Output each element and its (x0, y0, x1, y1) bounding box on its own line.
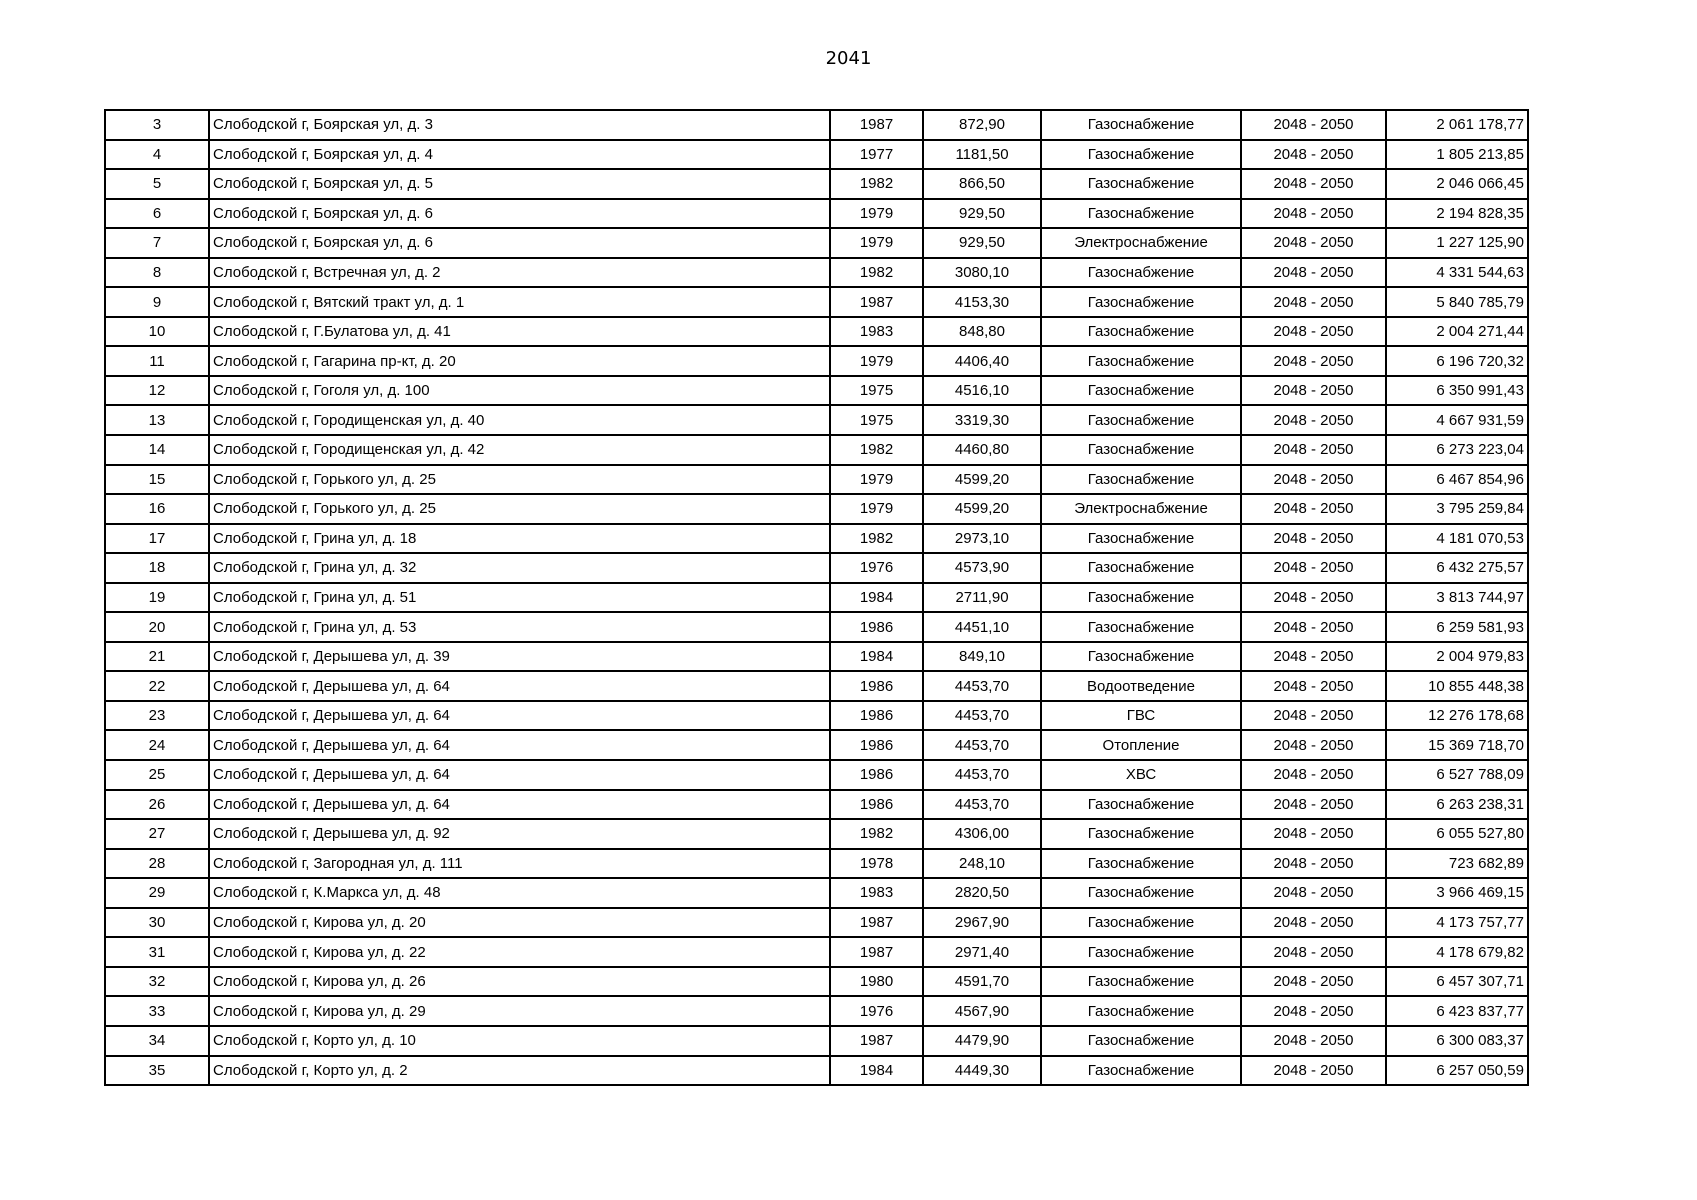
service-type-cell: Газоснабжение (1041, 819, 1241, 849)
service-type-cell: Газоснабжение (1041, 346, 1241, 376)
service-type-cell: Газоснабжение (1041, 642, 1241, 672)
cost-cell: 6 055 527,80 (1386, 819, 1528, 849)
address-cell: Слободской г, Боярская ул, д. 5 (209, 169, 830, 199)
cost-cell: 6 263 238,31 (1386, 790, 1528, 820)
service-type-cell: Газоснабжение (1041, 1056, 1241, 1086)
row-number: 16 (105, 494, 209, 524)
period-cell: 2048 - 2050 (1241, 878, 1386, 908)
address-cell: Слободской г, Городищенская ул, д. 40 (209, 405, 830, 435)
row-number: 21 (105, 642, 209, 672)
table-row (105, 287, 1528, 317)
period-cell: 2048 - 2050 (1241, 169, 1386, 199)
service-type-cell: Газоснабжение (1041, 287, 1241, 317)
year-cell: 1987 (830, 937, 923, 967)
address-cell: Слободской г, Встречная ул, д. 2 (209, 258, 830, 288)
service-type-cell: Газоснабжение (1041, 1026, 1241, 1056)
cost-cell: 2 004 271,44 (1386, 317, 1528, 347)
address-cell: Слободской г, Загородная ул, д. 111 (209, 849, 830, 879)
service-type-cell: Газоснабжение (1041, 583, 1241, 613)
cost-cell: 4 181 070,53 (1386, 524, 1528, 554)
address-cell: Слободской г, Горького ул, д. 25 (209, 494, 830, 524)
table-row (105, 730, 1528, 760)
year-cell: 1982 (830, 435, 923, 465)
address-cell: Слободской г, Горького ул, д. 25 (209, 465, 830, 495)
service-type-cell: Газоснабжение (1041, 553, 1241, 583)
service-type-cell: Газоснабжение (1041, 376, 1241, 406)
cost-cell: 6 273 223,04 (1386, 435, 1528, 465)
period-cell: 2048 - 2050 (1241, 937, 1386, 967)
page-number: 2041 (825, 48, 872, 69)
period-cell: 2048 - 2050 (1241, 140, 1386, 170)
cost-cell: 6 527 788,09 (1386, 760, 1528, 790)
table-row (105, 1056, 1528, 1086)
table-body (105, 110, 1528, 1085)
table-row (105, 228, 1528, 258)
row-number: 11 (105, 346, 209, 376)
year-cell: 1987 (830, 110, 923, 140)
area-cell: 3080,10 (923, 258, 1041, 288)
row-number: 25 (105, 760, 209, 790)
address-cell: Слободской г, Вятский тракт ул, д. 1 (209, 287, 830, 317)
cost-cell: 3 795 259,84 (1386, 494, 1528, 524)
row-number: 15 (105, 465, 209, 495)
service-type-cell: Газоснабжение (1041, 967, 1241, 997)
cost-cell: 6 196 720,32 (1386, 346, 1528, 376)
year-cell: 1976 (830, 996, 923, 1026)
table-row (105, 642, 1528, 672)
service-type-cell: Газоснабжение (1041, 612, 1241, 642)
period-cell: 2048 - 2050 (1241, 110, 1386, 140)
year-cell: 1977 (830, 140, 923, 170)
table-row (105, 908, 1528, 938)
table-row (105, 553, 1528, 583)
area-cell: 248,10 (923, 849, 1041, 879)
row-number: 9 (105, 287, 209, 317)
service-type-cell: Газоснабжение (1041, 258, 1241, 288)
service-type-cell: Газоснабжение (1041, 849, 1241, 879)
service-type-cell: Газоснабжение (1041, 435, 1241, 465)
table-row (105, 110, 1528, 140)
year-cell: 1984 (830, 583, 923, 613)
service-type-cell: Электроснабжение (1041, 228, 1241, 258)
row-number: 22 (105, 671, 209, 701)
area-cell: 4591,70 (923, 967, 1041, 997)
table-row (105, 1026, 1528, 1056)
area-cell: 3319,30 (923, 405, 1041, 435)
period-cell: 2048 - 2050 (1241, 376, 1386, 406)
period-cell: 2048 - 2050 (1241, 1056, 1386, 1086)
area-cell: 4516,10 (923, 376, 1041, 406)
area-cell: 4406,40 (923, 346, 1041, 376)
row-number: 26 (105, 790, 209, 820)
row-number: 28 (105, 849, 209, 879)
table-row (105, 819, 1528, 849)
address-cell: Слободской г, Боярская ул, д. 4 (209, 140, 830, 170)
cost-cell: 6 467 854,96 (1386, 465, 1528, 495)
row-number: 17 (105, 524, 209, 554)
row-number: 31 (105, 937, 209, 967)
cost-cell: 10 855 448,38 (1386, 671, 1528, 701)
period-cell: 2048 - 2050 (1241, 199, 1386, 229)
area-cell: 4479,90 (923, 1026, 1041, 1056)
area-cell: 866,50 (923, 169, 1041, 199)
row-number: 13 (105, 405, 209, 435)
period-cell: 2048 - 2050 (1241, 642, 1386, 672)
area-cell: 1181,50 (923, 140, 1041, 170)
service-type-cell: Газоснабжение (1041, 140, 1241, 170)
year-cell: 1987 (830, 287, 923, 317)
address-cell: Слободской г, Городищенская ул, д. 42 (209, 435, 830, 465)
table-row (105, 612, 1528, 642)
table-row (105, 937, 1528, 967)
service-type-cell: Газоснабжение (1041, 937, 1241, 967)
address-cell: Слободской г, Дерышева ул, д. 39 (209, 642, 830, 672)
period-cell: 2048 - 2050 (1241, 494, 1386, 524)
table-row (105, 996, 1528, 1026)
year-cell: 1976 (830, 553, 923, 583)
table-row (105, 671, 1528, 701)
cost-cell: 6 350 991,43 (1386, 376, 1528, 406)
area-cell: 4599,20 (923, 465, 1041, 495)
table-row (105, 435, 1528, 465)
year-cell: 1984 (830, 1056, 923, 1086)
cost-cell: 6 300 083,37 (1386, 1026, 1528, 1056)
service-type-cell: Газоснабжение (1041, 199, 1241, 229)
period-cell: 2048 - 2050 (1241, 553, 1386, 583)
service-type-cell: Отопление (1041, 730, 1241, 760)
row-number: 24 (105, 730, 209, 760)
address-cell: Слободской г, Гоголя ул, д. 100 (209, 376, 830, 406)
address-cell: Слободской г, Корто ул, д. 10 (209, 1026, 830, 1056)
row-number: 32 (105, 967, 209, 997)
service-type-cell: Газоснабжение (1041, 405, 1241, 435)
cost-cell: 6 423 837,77 (1386, 996, 1528, 1026)
table-row (105, 849, 1528, 879)
service-type-cell: ХВС (1041, 760, 1241, 790)
area-cell: 4306,00 (923, 819, 1041, 849)
cost-cell: 4 331 544,63 (1386, 258, 1528, 288)
year-cell: 1975 (830, 405, 923, 435)
cost-cell: 6 257 050,59 (1386, 1056, 1528, 1086)
area-cell: 2973,10 (923, 524, 1041, 554)
period-cell: 2048 - 2050 (1241, 287, 1386, 317)
year-cell: 1980 (830, 967, 923, 997)
area-cell: 929,50 (923, 199, 1041, 229)
table-row (105, 169, 1528, 199)
table-row (105, 967, 1528, 997)
address-cell: Слободской г, Дерышева ул, д. 64 (209, 671, 830, 701)
period-cell: 2048 - 2050 (1241, 701, 1386, 731)
year-cell: 1982 (830, 258, 923, 288)
year-cell: 1979 (830, 199, 923, 229)
area-cell: 929,50 (923, 228, 1041, 258)
area-cell: 4453,70 (923, 730, 1041, 760)
period-cell: 2048 - 2050 (1241, 346, 1386, 376)
area-cell: 872,90 (923, 110, 1041, 140)
area-cell: 4153,30 (923, 287, 1041, 317)
area-cell: 4453,70 (923, 760, 1041, 790)
row-number: 33 (105, 996, 209, 1026)
service-type-cell: Электроснабжение (1041, 494, 1241, 524)
cost-cell: 4 667 931,59 (1386, 405, 1528, 435)
year-cell: 1979 (830, 465, 923, 495)
row-number: 23 (105, 701, 209, 731)
row-number: 12 (105, 376, 209, 406)
area-cell: 2711,90 (923, 583, 1041, 613)
period-cell: 2048 - 2050 (1241, 317, 1386, 347)
address-cell: Слободской г, Корто ул, д. 2 (209, 1056, 830, 1086)
table-row (105, 878, 1528, 908)
service-type-cell: Газоснабжение (1041, 524, 1241, 554)
area-cell: 4451,10 (923, 612, 1041, 642)
row-number: 14 (105, 435, 209, 465)
table-row (105, 790, 1528, 820)
period-cell: 2048 - 2050 (1241, 258, 1386, 288)
cost-cell: 6 457 307,71 (1386, 967, 1528, 997)
table-row (105, 405, 1528, 435)
service-type-cell: Водоотведение (1041, 671, 1241, 701)
period-cell: 2048 - 2050 (1241, 760, 1386, 790)
service-type-cell: Газоснабжение (1041, 110, 1241, 140)
cost-cell: 4 178 679,82 (1386, 937, 1528, 967)
year-cell: 1979 (830, 346, 923, 376)
year-cell: 1986 (830, 612, 923, 642)
area-cell: 4453,70 (923, 671, 1041, 701)
area-cell: 4599,20 (923, 494, 1041, 524)
cost-cell: 6 432 275,57 (1386, 553, 1528, 583)
address-cell: Слободской г, Кирова ул, д. 22 (209, 937, 830, 967)
area-cell: 848,80 (923, 317, 1041, 347)
period-cell: 2048 - 2050 (1241, 849, 1386, 879)
address-cell: Слободской г, Гагарина пр-кт, д. 20 (209, 346, 830, 376)
year-cell: 1975 (830, 376, 923, 406)
address-cell: Слободской г, Дерышева ул, д. 64 (209, 760, 830, 790)
cost-cell: 1 805 213,85 (1386, 140, 1528, 170)
table-row (105, 199, 1528, 229)
address-cell: Слободской г, Грина ул, д. 53 (209, 612, 830, 642)
year-cell: 1986 (830, 701, 923, 731)
year-cell: 1982 (830, 169, 923, 199)
cost-cell: 2 194 828,35 (1386, 199, 1528, 229)
area-cell: 4460,80 (923, 435, 1041, 465)
year-cell: 1984 (830, 642, 923, 672)
year-cell: 1978 (830, 849, 923, 879)
cost-cell: 4 173 757,77 (1386, 908, 1528, 938)
row-number: 5 (105, 169, 209, 199)
cost-cell: 1 227 125,90 (1386, 228, 1528, 258)
year-cell: 1982 (830, 819, 923, 849)
year-cell: 1982 (830, 524, 923, 554)
table-row (105, 760, 1528, 790)
period-cell: 2048 - 2050 (1241, 671, 1386, 701)
cost-cell: 15 369 718,70 (1386, 730, 1528, 760)
cost-cell: 5 840 785,79 (1386, 287, 1528, 317)
repair-schedule-table (104, 109, 1529, 1086)
table-row (105, 317, 1528, 347)
area-cell: 2820,50 (923, 878, 1041, 908)
year-cell: 1986 (830, 730, 923, 760)
table-row (105, 346, 1528, 376)
period-cell: 2048 - 2050 (1241, 612, 1386, 642)
area-cell: 4567,90 (923, 996, 1041, 1026)
address-cell: Слободской г, Кирова ул, д. 26 (209, 967, 830, 997)
table-row (105, 465, 1528, 495)
table-row (105, 583, 1528, 613)
table-row (105, 258, 1528, 288)
period-cell: 2048 - 2050 (1241, 465, 1386, 495)
period-cell: 2048 - 2050 (1241, 435, 1386, 465)
service-type-cell: Газоснабжение (1041, 169, 1241, 199)
cost-cell: 723 682,89 (1386, 849, 1528, 879)
address-cell: Слободской г, Кирова ул, д. 20 (209, 908, 830, 938)
row-number: 7 (105, 228, 209, 258)
period-cell: 2048 - 2050 (1241, 819, 1386, 849)
row-number: 19 (105, 583, 209, 613)
area-cell: 849,10 (923, 642, 1041, 672)
address-cell: Слободской г, Боярская ул, д. 6 (209, 199, 830, 229)
year-cell: 1986 (830, 760, 923, 790)
cost-cell: 2 004 979,83 (1386, 642, 1528, 672)
address-cell: Слободской г, Дерышева ул, д. 92 (209, 819, 830, 849)
row-number: 3 (105, 110, 209, 140)
period-cell: 2048 - 2050 (1241, 228, 1386, 258)
row-number: 18 (105, 553, 209, 583)
row-number: 34 (105, 1026, 209, 1056)
cost-cell: 2 061 178,77 (1386, 110, 1528, 140)
service-type-cell: Газоснабжение (1041, 465, 1241, 495)
period-cell: 2048 - 2050 (1241, 1026, 1386, 1056)
address-cell: Слободской г, Дерышева ул, д. 64 (209, 730, 830, 760)
period-cell: 2048 - 2050 (1241, 908, 1386, 938)
year-cell: 1987 (830, 908, 923, 938)
cost-cell: 3 813 744,97 (1386, 583, 1528, 613)
cost-cell: 3 966 469,15 (1386, 878, 1528, 908)
row-number: 29 (105, 878, 209, 908)
row-number: 8 (105, 258, 209, 288)
table-row (105, 140, 1528, 170)
period-cell: 2048 - 2050 (1241, 730, 1386, 760)
address-cell: Слободской г, К.Маркса ул, д. 48 (209, 878, 830, 908)
area-cell: 4573,90 (923, 553, 1041, 583)
address-cell: Слободской г, Боярская ул, д. 6 (209, 228, 830, 258)
area-cell: 4453,70 (923, 701, 1041, 731)
area-cell: 2971,40 (923, 937, 1041, 967)
service-type-cell: ГВС (1041, 701, 1241, 731)
year-cell: 1983 (830, 878, 923, 908)
period-cell: 2048 - 2050 (1241, 524, 1386, 554)
row-number: 6 (105, 199, 209, 229)
row-number: 27 (105, 819, 209, 849)
period-cell: 2048 - 2050 (1241, 790, 1386, 820)
row-number: 4 (105, 140, 209, 170)
area-cell: 4449,30 (923, 1056, 1041, 1086)
year-cell: 1987 (830, 1026, 923, 1056)
row-number: 35 (105, 1056, 209, 1086)
year-cell: 1979 (830, 494, 923, 524)
service-type-cell: Газоснабжение (1041, 317, 1241, 347)
period-cell: 2048 - 2050 (1241, 967, 1386, 997)
address-cell: Слободской г, Дерышева ул, д. 64 (209, 790, 830, 820)
row-number: 10 (105, 317, 209, 347)
row-number: 20 (105, 612, 209, 642)
table-row (105, 376, 1528, 406)
address-cell: Слободской г, Грина ул, д. 51 (209, 583, 830, 613)
period-cell: 2048 - 2050 (1241, 583, 1386, 613)
cost-cell: 12 276 178,68 (1386, 701, 1528, 731)
service-type-cell: Газоснабжение (1041, 908, 1241, 938)
year-cell: 1979 (830, 228, 923, 258)
period-cell: 2048 - 2050 (1241, 996, 1386, 1026)
address-cell: Слободской г, Грина ул, д. 18 (209, 524, 830, 554)
address-cell: Слободской г, Дерышева ул, д. 64 (209, 701, 830, 731)
area-cell: 2967,90 (923, 908, 1041, 938)
year-cell: 1983 (830, 317, 923, 347)
service-type-cell: Газоснабжение (1041, 996, 1241, 1026)
year-cell: 1986 (830, 671, 923, 701)
year-cell: 1986 (830, 790, 923, 820)
cost-cell: 6 259 581,93 (1386, 612, 1528, 642)
area-cell: 4453,70 (923, 790, 1041, 820)
address-cell: Слободской г, Боярская ул, д. 3 (209, 110, 830, 140)
cost-cell: 2 046 066,45 (1386, 169, 1528, 199)
period-cell: 2048 - 2050 (1241, 405, 1386, 435)
table-row (105, 701, 1528, 731)
address-cell: Слободской г, Грина ул, д. 32 (209, 553, 830, 583)
service-type-cell: Газоснабжение (1041, 878, 1241, 908)
table-row (105, 494, 1528, 524)
address-cell: Слободской г, Кирова ул, д. 29 (209, 996, 830, 1026)
table-row (105, 524, 1528, 554)
row-number: 30 (105, 908, 209, 938)
service-type-cell: Газоснабжение (1041, 790, 1241, 820)
address-cell: Слободской г, Г.Булатова ул, д. 41 (209, 317, 830, 347)
